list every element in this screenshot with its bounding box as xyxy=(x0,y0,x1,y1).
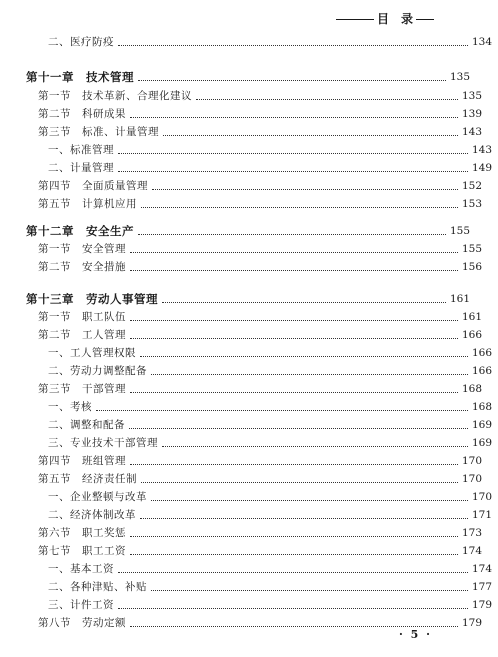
toc-leader xyxy=(140,518,468,519)
toc-section[interactable] xyxy=(0,471,488,487)
toc-entry-label: 第十一章 技术管理 xyxy=(26,70,134,84)
toc-chapter[interactable] xyxy=(0,223,476,239)
toc-entry-label: 第一节 技术革新、合理化建议 xyxy=(38,90,192,102)
toc-leader xyxy=(151,500,468,501)
toc-leader xyxy=(130,320,458,321)
toc-page-number: 170 xyxy=(462,455,483,467)
toc-entry-label: 第七节 职工工资 xyxy=(38,545,126,557)
toc-leader xyxy=(130,252,458,253)
toc-section[interactable] xyxy=(0,106,488,122)
toc-page-number: 170 xyxy=(472,491,493,503)
toc-page-number: 161 xyxy=(450,293,471,305)
toc-leader xyxy=(163,135,458,136)
toc-subsection[interactable] xyxy=(0,507,498,523)
toc-section[interactable] xyxy=(0,259,488,275)
toc-leader xyxy=(151,374,468,375)
toc-leader xyxy=(130,270,458,271)
toc-leader xyxy=(130,536,458,537)
toc-leader xyxy=(118,153,468,154)
toc-leader xyxy=(130,117,458,118)
toc-entry-label: 第六节 职工奖惩 xyxy=(38,527,126,539)
toc-entry-label: 一、企业整顿与改革 xyxy=(48,491,147,503)
toc-entry-label: 一、基本工资 xyxy=(48,563,114,575)
toc-entry-label: 第十二章 安全生产 xyxy=(26,224,134,238)
toc-section[interactable] xyxy=(0,543,488,559)
toc-subsection[interactable] xyxy=(0,489,498,505)
toc-leader xyxy=(130,392,458,393)
toc-section[interactable] xyxy=(0,381,488,397)
toc-subsection[interactable] xyxy=(0,142,498,158)
toc-page-number: 166 xyxy=(472,365,493,377)
toc-subsection[interactable] xyxy=(0,363,498,379)
toc-leader xyxy=(196,99,458,100)
toc-entry-label: 二、劳动力调整配备 xyxy=(48,365,147,377)
toc-subsection[interactable] xyxy=(0,417,498,433)
toc-page-number: 155 xyxy=(450,225,471,237)
toc-entry-label: 二、调整和配备 xyxy=(48,419,125,431)
toc-entry-label: 第五节 经济责任制 xyxy=(38,473,137,485)
toc-page-number: 166 xyxy=(472,347,493,359)
toc-page-number: 135 xyxy=(450,71,471,83)
toc-entry-label: 三、专业技术干部管理 xyxy=(48,437,158,449)
toc-leader xyxy=(129,428,468,429)
toc-entry-label: 一、标准管理 xyxy=(48,144,114,156)
toc-page-number: 173 xyxy=(462,527,483,539)
header-title-left: 目 xyxy=(377,12,390,26)
toc-entry-label: 二、经济体制改革 xyxy=(48,509,136,521)
toc-subsection[interactable] xyxy=(0,579,498,595)
toc-page-number: 174 xyxy=(462,545,483,557)
toc-page-number: 153 xyxy=(462,198,483,210)
toc-chapter[interactable] xyxy=(0,291,476,307)
header-title-right: 录 xyxy=(401,12,414,26)
toc-leader xyxy=(162,302,446,303)
toc-page-number: 134 xyxy=(472,36,493,48)
toc-leader xyxy=(162,446,468,447)
toc-entry-label: 第一节 安全管理 xyxy=(38,243,126,255)
toc-leader xyxy=(118,45,468,46)
toc-leader xyxy=(152,189,458,190)
toc-page-number: 171 xyxy=(472,509,493,521)
toc-entry-label: 二、各种津贴、补贴 xyxy=(48,581,147,593)
toc-leader xyxy=(138,234,446,235)
toc-chapter[interactable] xyxy=(0,69,476,85)
toc-entry-label: 第四节 班组管理 xyxy=(38,455,126,467)
toc-section[interactable] xyxy=(0,196,488,212)
toc-page-number: 166 xyxy=(462,329,483,341)
toc-page-number: 155 xyxy=(462,243,483,255)
toc-page-number: 149 xyxy=(472,162,493,174)
toc-entry-label: 第五节 计算机应用 xyxy=(38,198,137,210)
page-number-footer: · 5 · xyxy=(399,628,432,641)
toc-leader xyxy=(130,338,458,339)
toc-page-number: 156 xyxy=(462,261,483,273)
toc-section[interactable] xyxy=(0,124,488,140)
toc-entry-label: 第二节 安全措施 xyxy=(38,261,126,273)
toc-section[interactable] xyxy=(0,178,488,194)
header-rule-right xyxy=(416,19,434,20)
toc-leader xyxy=(118,608,468,609)
toc-page-number: 139 xyxy=(462,108,483,120)
toc-entry-label: 一、工人管理权限 xyxy=(48,347,136,359)
toc-entry-label: 第三节 干部管理 xyxy=(38,383,126,395)
toc-page-number: 135 xyxy=(462,90,483,102)
toc-page-number: 161 xyxy=(462,311,483,323)
toc-subsection[interactable] xyxy=(0,345,498,361)
toc-subsection[interactable] xyxy=(0,435,498,451)
toc-entry-label: 第十三章 劳动人事管理 xyxy=(26,292,158,306)
toc-entry-label: 第二节 科研成果 xyxy=(38,108,126,120)
toc-page-number: 179 xyxy=(462,617,483,629)
toc-page-number: 152 xyxy=(462,180,483,192)
toc-section[interactable] xyxy=(0,327,488,343)
header-rule-left xyxy=(336,19,374,20)
toc-section[interactable] xyxy=(0,241,488,257)
toc-entry-label: 第四节 全面质量管理 xyxy=(38,180,148,192)
toc-entry-label: 三、计件工资 xyxy=(48,599,114,611)
toc-subsection[interactable] xyxy=(0,160,498,176)
toc-section[interactable] xyxy=(0,453,488,469)
toc-entry-label: 第二节 工人管理 xyxy=(38,329,126,341)
toc-page-number: 143 xyxy=(462,126,483,138)
toc-leader xyxy=(130,464,458,465)
toc-entry-label: 一、考核 xyxy=(48,401,92,413)
toc-subsection[interactable] xyxy=(0,561,498,577)
toc-page-number: 169 xyxy=(472,437,493,449)
toc-subsection[interactable] xyxy=(0,597,498,613)
toc-page-number: 143 xyxy=(472,144,493,156)
toc-leader xyxy=(140,356,468,357)
toc-leader xyxy=(118,572,468,573)
toc-leader xyxy=(96,410,468,411)
toc-entry-label: 第八节 劳动定额 xyxy=(38,617,126,629)
toc-leader xyxy=(151,590,468,591)
toc-subsection[interactable] xyxy=(0,399,498,415)
toc-leader xyxy=(138,80,446,81)
toc-page-number: 177 xyxy=(472,581,493,593)
toc-leader xyxy=(130,554,458,555)
toc-entry-label: 第一节 职工队伍 xyxy=(38,311,126,323)
toc-page-number: 170 xyxy=(462,473,483,485)
toc-page-number: 168 xyxy=(472,401,493,413)
toc-leader xyxy=(141,482,458,483)
toc-page-number: 168 xyxy=(462,383,483,395)
toc-leader xyxy=(130,626,458,627)
toc-leader xyxy=(118,171,468,172)
toc-entry-label: 二、计量管理 xyxy=(48,162,114,174)
toc-leader xyxy=(141,207,458,208)
toc-section[interactable] xyxy=(0,88,488,104)
toc-entry-label: 二、医疗防疫 xyxy=(48,36,114,48)
toc-entry-label: 第三节 标准、计量管理 xyxy=(38,126,159,138)
toc-entry[interactable] xyxy=(0,34,498,50)
toc-section[interactable] xyxy=(0,525,488,541)
toc-page-number: 169 xyxy=(472,419,493,431)
toc-page-number: 179 xyxy=(472,599,493,611)
toc-page-number: 174 xyxy=(472,563,493,575)
running-header xyxy=(0,10,450,28)
toc-section[interactable] xyxy=(0,309,488,325)
